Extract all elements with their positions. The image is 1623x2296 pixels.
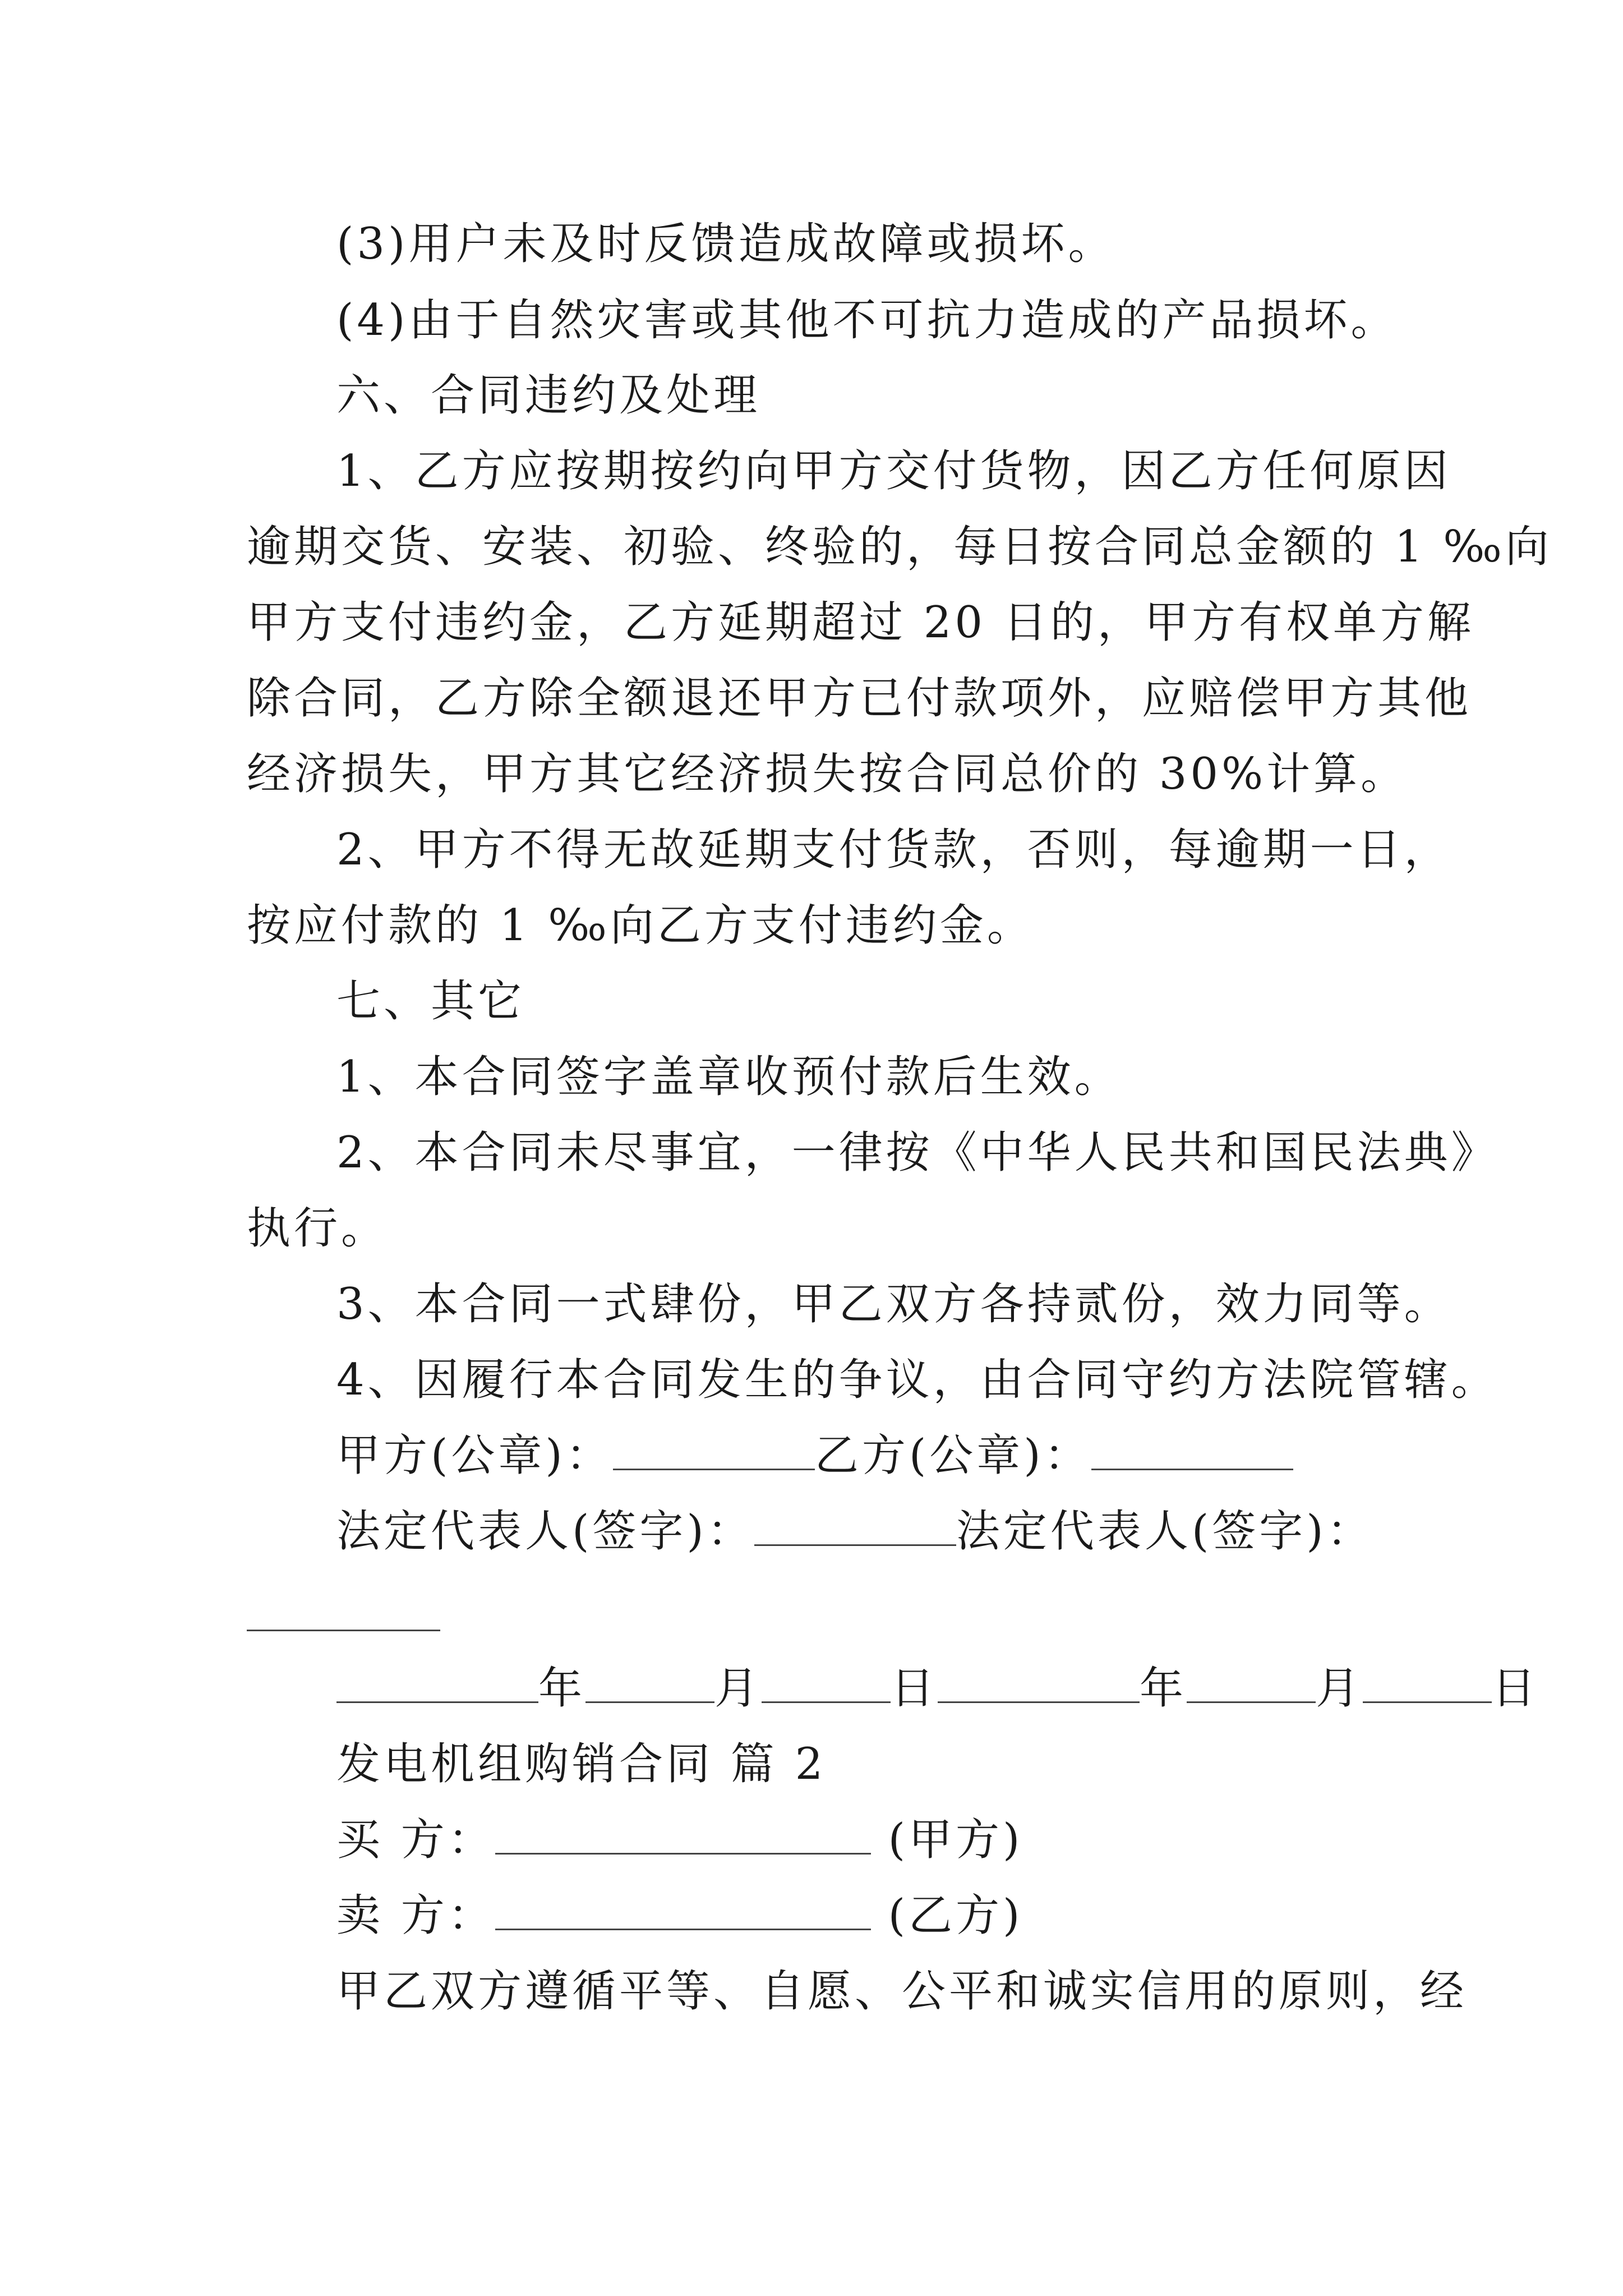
rep-b-label: 法定代表人(签字)： bbox=[956, 1506, 1374, 1557]
seller-line bbox=[336, 1888, 1023, 1944]
buyer-blank[interactable] bbox=[495, 1814, 871, 1855]
clause-line: 按应付款的 1 ‰向乙方支付违约金。 bbox=[247, 900, 1034, 951]
clause-line: 甲方支付违约金，乙方延期超过 20 日的，甲方有权单方解 bbox=[247, 597, 1474, 648]
date-year: 年 bbox=[1140, 1663, 1187, 1714]
date-a-year-blank[interactable] bbox=[336, 1662, 538, 1703]
date-month: 月 bbox=[714, 1663, 762, 1714]
seller-role: (乙方) bbox=[888, 1890, 1023, 1941]
clause-line: 4、因履行本合同发生的争议，由合同守约方法院管辖。 bbox=[336, 1355, 1498, 1405]
clause-line: 经济损失，甲方其它经济损失按合同总价的 30%计算。 bbox=[247, 749, 1408, 799]
date-b-year-blank[interactable] bbox=[938, 1662, 1140, 1703]
clause-line: 执行。 bbox=[247, 1203, 389, 1254]
date-month: 月 bbox=[1316, 1663, 1363, 1714]
buyer-label: 买 方： bbox=[336, 1815, 495, 1865]
clause-line: 1、本合同签字盖章收预付款后生效。 bbox=[336, 1052, 1122, 1102]
seller-label: 卖 方： bbox=[336, 1890, 495, 1941]
date-day: 日 bbox=[891, 1663, 938, 1714]
party-b-seal-blank[interactable] bbox=[1091, 1429, 1293, 1470]
date-year: 年 bbox=[538, 1663, 586, 1714]
clause-line: 1、乙方应按期按约向甲方交付货物，因乙方任何原因 bbox=[336, 446, 1451, 496]
clause-line: 2、本合同未尽事宜，一律按《中华人民共和国民法典》 bbox=[336, 1128, 1498, 1178]
buyer-line bbox=[336, 1812, 1023, 1868]
clause-line: 3、本合同一式肆份，甲乙双方各持贰份，效力同等。 bbox=[336, 1279, 1451, 1329]
seal-line bbox=[336, 1428, 1293, 1484]
contract-title: 发电机组购销合同 篇 2 bbox=[336, 1739, 827, 1789]
section-heading: 七、其它 bbox=[336, 976, 525, 1027]
clause-line: 2、甲方不得无故延期支付货款，否则，每逾期一日， bbox=[336, 825, 1451, 875]
date-line bbox=[336, 1660, 1539, 1717]
date-a-month-blank[interactable] bbox=[585, 1662, 714, 1703]
rep-b-blank[interactable] bbox=[247, 1630, 440, 1631]
rep-a-label: 法定代表人(签字)： bbox=[336, 1506, 754, 1557]
clause-line: 逾期交货、安装、初验、终验的，每日按合同总金额的 1 ‰向 bbox=[247, 522, 1552, 572]
representative-line bbox=[336, 1503, 1374, 1559]
clause-line: (4)由于自然灾害或其他不可抗力造成的产品损坏。 bbox=[336, 295, 1398, 346]
seller-blank[interactable] bbox=[495, 1889, 871, 1930]
clause-line: (3)用户未及时反馈造成故障或损坏。 bbox=[336, 219, 1115, 269]
date-b-day-blank[interactable] bbox=[1363, 1662, 1492, 1703]
clause-line: 除合同，乙方除全额退还甲方已付款项外，应赔偿甲方其他 bbox=[247, 673, 1472, 724]
clause-line: 甲乙双方遵循平等、自愿、公平和诚实信用的原则，经 bbox=[336, 1966, 1468, 2017]
date-day: 日 bbox=[1492, 1663, 1539, 1714]
date-a-day-blank[interactable] bbox=[762, 1662, 891, 1703]
party-a-seal-blank[interactable] bbox=[613, 1429, 815, 1470]
party-a-seal-label: 甲方(公章)： bbox=[336, 1430, 613, 1481]
section-heading: 六、合同违约及处理 bbox=[336, 370, 761, 421]
buyer-role: (甲方) bbox=[888, 1815, 1023, 1865]
date-b-month-blank[interactable] bbox=[1187, 1662, 1316, 1703]
rep-a-blank[interactable] bbox=[754, 1505, 956, 1546]
party-b-seal-label: 乙方(公章)： bbox=[814, 1430, 1091, 1481]
